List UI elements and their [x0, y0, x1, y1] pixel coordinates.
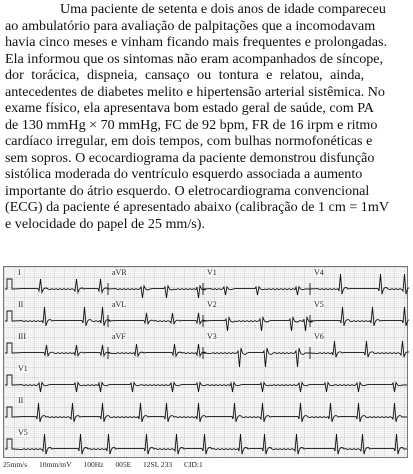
text-line: importante do átrio esquerdo. O eletrocardiograma convencional — [5, 182, 370, 199]
text-line: e velocidade do papel de 25 mm/s). — [5, 215, 205, 232]
text-line: havia cinco meses e vinham ficando mais frequentes e prolongadas. — [5, 34, 387, 50]
lead-label: aVR — [112, 268, 127, 277]
text-line: de 130 mmHg × 70 mmHg, FC de 92 bpm, FR de 16 irpm e ritmo — [5, 116, 378, 133]
ecg-strip — [3, 266, 408, 458]
ecg-footer — [3, 460, 408, 469]
lead-label: II — [18, 300, 24, 309]
lead-label: V6 — [314, 332, 324, 341]
text-line: exame físico, ela apresentava bom estado geral de saúde, com PA — [5, 100, 374, 116]
ecg-trace — [14, 383, 407, 392]
calibration-pulse — [5, 311, 14, 321]
paper-speed: 25mm/s — [3, 460, 28, 469]
lead-label: V3 — [207, 332, 217, 341]
ecg-trace — [14, 279, 108, 293]
ecg-trace — [14, 403, 407, 422]
ecg-trace — [14, 434, 407, 454]
text-line: dor torácica, dispneia, cansaço ou tontura e relatou, ainda, — [5, 67, 365, 83]
calibration-pulse — [5, 343, 14, 353]
ecg-trace — [310, 274, 409, 294]
ecg-trace — [203, 318, 313, 332]
device-model: 12SL 233 — [143, 460, 173, 469]
ecg-trace — [108, 313, 206, 324]
ecg-trace — [108, 344, 206, 356]
ecg-trace — [108, 286, 206, 298]
lead-label: V5 — [314, 300, 324, 309]
ecg-trace — [203, 287, 310, 295]
lead-label: III — [18, 332, 26, 341]
ecg-trace — [14, 345, 110, 356]
ecg-trace — [310, 341, 409, 357]
ecg-trace — [14, 307, 110, 326]
ecg-trace — [310, 307, 409, 326]
calibration-pulse — [5, 375, 14, 385]
calibration-pulse — [5, 279, 14, 289]
text-line: ao ambulatório para avaliação de palpitações que a incomodavam — [5, 17, 376, 34]
text-line: Ela informou que os sintomas não eram acompanhados de síncope, — [5, 50, 384, 67]
text-line: cardíaco irregular, em dois tempos, com bulhas normofonéticas e — [5, 133, 373, 149]
ecg-traces — [4, 267, 409, 459]
cid: CID:1 — [184, 460, 203, 469]
lead-label: aVF — [112, 332, 126, 341]
lead-label: II — [18, 396, 24, 405]
lead-label: V2 — [207, 300, 217, 309]
text-line: (ECG) da paciente é apresentado abaixo (calibração de 1 cm = 1mV — [5, 199, 389, 215]
ecg-trace — [203, 348, 310, 367]
text-line: sem sopros. O ecocardiograma da paciente demonstrou disfunção — [5, 149, 375, 166]
text-line: sistólica moderada do ventrículo esquerdo associada a aumento — [5, 166, 363, 182]
calibration-pulse — [5, 439, 14, 449]
lead-label: V1 — [207, 268, 217, 277]
gain: 10mm/mV — [39, 460, 72, 469]
text-line: Uma paciente de setenta e dois anos de idade compareceu — [60, 1, 386, 17]
lead-label: V4 — [314, 268, 324, 277]
lead-label: V5 — [18, 428, 28, 437]
calibration-pulse — [5, 407, 14, 417]
lead-label: I — [18, 268, 21, 277]
lead-label: aVL — [112, 300, 127, 309]
device-code: 005E — [115, 460, 132, 469]
lead-label: V1 — [18, 364, 28, 373]
case-paragraph — [5, 1, 408, 232]
text-line: antecedentes de diabetes melito e hipertensão arterial sistêmica. No — [5, 83, 385, 100]
filter: 100Hz — [83, 460, 104, 469]
